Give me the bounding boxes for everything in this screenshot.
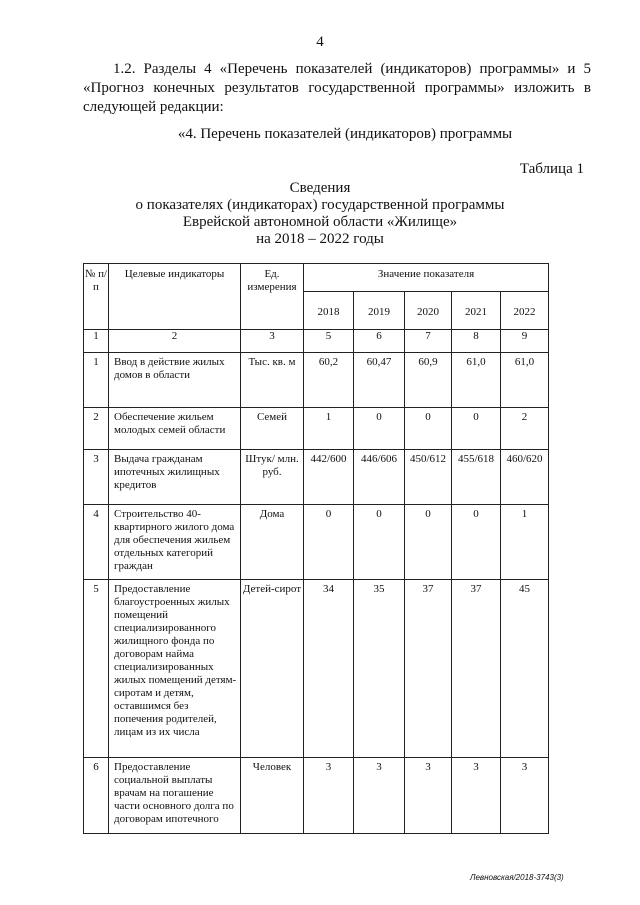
row-unit: Детей-сирот — [241, 580, 304, 758]
row-unit: Тыс. кв. м — [241, 353, 304, 408]
header-year: 2022 — [501, 292, 549, 330]
table-row — [84, 408, 549, 450]
header-year: 2020 — [405, 292, 452, 330]
row-value: 37 — [405, 580, 452, 758]
header-year: 2018 — [304, 292, 354, 330]
amendment-paragraph: 1.2. Разделы 4 «Перечень показателей (индикаторов) программы» и 5 «Прогноз конечных результатов государственной программы» изложить в следующей редакции: — [83, 61, 591, 115]
column-number: 2 — [109, 330, 241, 353]
caption-line-2: о показателях (индикаторах) государственной программы — [135, 197, 505, 213]
row-unit: Семей — [241, 408, 304, 450]
column-number: 8 — [452, 330, 501, 353]
column-number: 9 — [501, 330, 549, 353]
column-number: 6 — [354, 330, 405, 353]
header-indicator: Целевые индикаторы — [109, 264, 241, 330]
row-value: 37 — [452, 580, 501, 758]
column-number: 7 — [405, 330, 452, 353]
row-value: 455/618 — [452, 450, 501, 505]
row-num: 5 — [84, 580, 109, 758]
table-row — [84, 353, 549, 408]
row-value: 2 — [501, 408, 549, 450]
row-value: 3 — [452, 758, 501, 834]
table-row — [84, 505, 549, 580]
header-value: Значение показателя — [304, 264, 549, 292]
table-row — [84, 758, 549, 834]
column-number-row — [84, 330, 549, 353]
row-indicator: Строительство 40-квартирного жилого дома для обеспечения жильем отдельных категорий граждан — [109, 505, 241, 580]
row-value: 0 — [405, 408, 452, 450]
row-value: 460/620 — [501, 450, 549, 505]
column-number: 3 — [241, 330, 304, 353]
row-num: 3 — [84, 450, 109, 505]
row-value: 446/606 — [354, 450, 405, 505]
row-unit: Человек — [241, 758, 304, 834]
column-number: 1 — [84, 330, 109, 353]
row-value: 3 — [304, 758, 354, 834]
row-indicator: Предоставление социальной выплаты врачам на погашение части основного долга по договорам ипотечного — [109, 758, 241, 834]
row-value: 3 — [354, 758, 405, 834]
row-value: 60,9 — [405, 353, 452, 408]
page-number: 4 — [316, 34, 324, 50]
row-value: 3 — [405, 758, 452, 834]
header-year: 2019 — [354, 292, 405, 330]
row-value: 450/612 — [405, 450, 452, 505]
row-num: 2 — [84, 408, 109, 450]
document-footer-code: Левновская/2018-3743(3) — [470, 873, 564, 882]
row-value: 34 — [304, 580, 354, 758]
row-indicator: Обеспечение жильем молодых семей области — [109, 408, 241, 450]
row-value: 61,0 — [452, 353, 501, 408]
row-indicator: Предоставление благоустроенных жилых помещений специализированного жилищного фонда по договорам найма специализированных жилых помещений детям-сиротам и детям, оставшимся без попечения родителей, лицам из их числа — [109, 580, 241, 758]
row-unit: Штук/ млн. руб. — [241, 450, 304, 505]
header-num: № п/п — [84, 264, 109, 330]
row-value: 60,2 — [304, 353, 354, 408]
row-value: 0 — [405, 505, 452, 580]
row-num: 6 — [84, 758, 109, 834]
header-unit: Ед. измерения — [241, 264, 304, 330]
row-num: 1 — [84, 353, 109, 408]
section-title: «4. Перечень показателей (индикаторов) программы — [177, 126, 513, 142]
row-value: 1 — [304, 408, 354, 450]
indicators-table — [83, 263, 549, 834]
row-value: 0 — [354, 505, 405, 580]
row-value: 1 — [501, 505, 549, 580]
row-value: 45 — [501, 580, 549, 758]
caption-line-4: на 2018 – 2022 годы — [256, 231, 384, 247]
row-value: 60,47 — [354, 353, 405, 408]
row-value: 0 — [354, 408, 405, 450]
row-value: 3 — [501, 758, 549, 834]
table-row — [84, 580, 549, 758]
row-indicator: Выдача гражданам ипотечных жилищных кредитов — [109, 450, 241, 505]
row-num: 4 — [84, 505, 109, 580]
caption-line-1: Сведения — [289, 180, 351, 196]
row-value: 61,0 — [501, 353, 549, 408]
row-value: 0 — [452, 505, 501, 580]
row-value: 0 — [304, 505, 354, 580]
header-year: 2021 — [452, 292, 501, 330]
table-row — [84, 450, 549, 505]
row-value: 35 — [354, 580, 405, 758]
row-indicator: Ввод в действие жилых домов в области — [109, 353, 241, 408]
column-number: 5 — [304, 330, 354, 353]
row-unit: Дома — [241, 505, 304, 580]
row-value: 0 — [452, 408, 501, 450]
caption-line-3: Еврейской автономной области «Жилище» — [182, 214, 458, 230]
row-value: 442/600 — [304, 450, 354, 505]
table-label: Таблица 1 — [519, 161, 584, 177]
